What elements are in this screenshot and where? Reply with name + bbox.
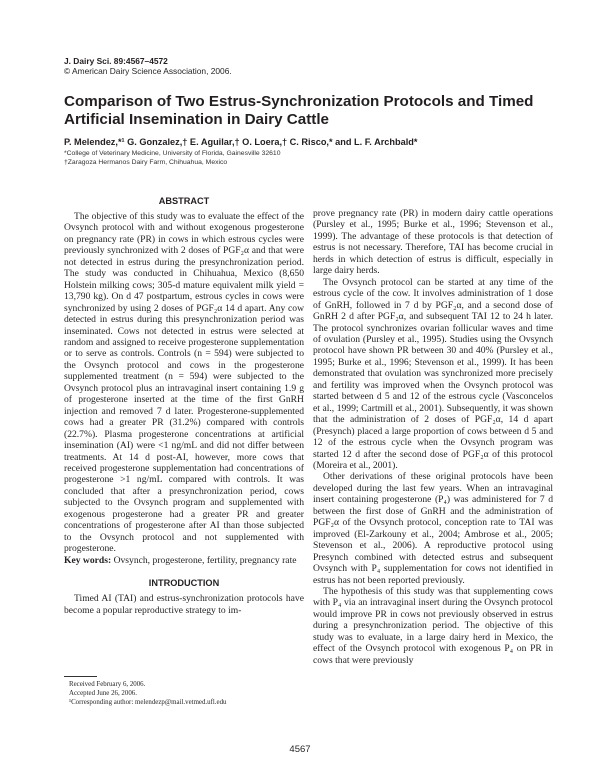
abstract-heading: ABSTRACT	[158, 196, 210, 206]
intro-paragraph: Other derivations of these original protocols have been developed during the last few years. When an intravaginal insert containing progesterone (P₄) was administered for 7 d between the first dose of GnRH and the administration of PGF₂α of the Ovsynch protocol, conception rate to TAI was improved (El-Zarkouny et al., 2004; Ambrose et al., 2005; Stevenson et al., 2006). A reproductive protocol using Presynch combined with detected estrus and subsequent Ovsynch with P₄ supplementation for cows not identified in estrus has not been reported previously.	[313, 471, 553, 586]
intro-paragraph: prove pregnancy rate (PR) in modern dairy cattle operations (Pursley et al., 1995; Burke et al., 1996; Stevenson et al., 1999). The advantage of these protocols is that detection of estrus is not necessary. Therefore, TAI has become crucial in herds in which detection of estrus is difficult, especially in large dairy herds.	[313, 208, 553, 277]
intro-paragraph: The hypothesis of this study was that supplementing cows with P₄ via an intravaginal insert during the Ovsynch protocol would improve PR in cows not previously observed in estrus during a presynchronization period. The objective of this study was to evaluate, in a large dairy herd in Mexico, the effect of the Ovsynch protocol with exogenous P₄ on PR in cows that were previously	[313, 585, 553, 666]
left-column	[64, 196, 304, 616]
corresponding-author: ¹Corresponding author: melendezp@mail.vetmed.ufl.edu	[69, 699, 227, 707]
page-number: 4567	[289, 744, 311, 755]
affiliation-2: †Zaragoza Hermanos Dairy Farm, Chihuahua, Mexico	[64, 159, 228, 166]
paper-title: Comparison of Two Estrus-Synchronization Protocols and Timed Artificial Insemination in Dairy Cattle	[64, 93, 534, 128]
copyright: © American Dairy Science Association, 2006.	[64, 66, 232, 76]
received-date: Received February 6, 2006.	[69, 681, 146, 688]
introduction-heading: INTRODUCTION	[148, 578, 220, 589]
abstract-text: The objective of this study was to evaluate the effect of the Ovsynch protocol with and without exogenous progesterone on pregnancy rate (PR) in cows in which estrous cycles were previously synchronized with 2 doses of PGF₂α and that were not detected in estrus during the presynchronization period. The study was conducted in Chihuahua, Mexico (8,650 Holstein milking cows; 305-d mature equivalent milk yield = 13,790 kg). On d 47 postpartum, estrous cycles in cows were synchronized by using 2 doses of PGF₂α 14 d apart. Any cow detected in estrus during this presynchronization period was inseminated. Cows not detected in estrus were selected at random and assigned to receive progesterone supplementation or to serve as controls. Controls (n = 594) were subjected to the Ovsynch protocol and cows in the progesterone supplemented treatment (n = 594) were subjected to the Ovsynch protocol plus an intravaginal insert containing 1.9 g of progesterone inserted at the time of the first GnRH injection and removed 7 d later. Progesterone-supplemented cows had a greater PR (31.2%) compared with controls (22.7%). Plasma progesterone concentrations at artificial insemination (AI) were <1 ng/mL and did not differ between treatments. At 14 d post-AI, however, more cows that received progesterone supplementation had concentrations of progesterone >1 ng/mL compared with controls. It was concluded that after a presynchronization period, cows subjected to the Ovsynch program and supplemented with exogenous progesterone had a greater PR and greater concentrations of progesterone after AI than those subjected to the Ovsynch protocol and not supplemented with progesterone.	[64, 211, 304, 555]
introduction-text-start: Timed AI (TAI) and estrus-synchronization protocols have become a popular reproductive strategy to im-	[64, 593, 304, 616]
accepted-date: Accepted June 26, 2006.	[69, 690, 137, 698]
keywords	[64, 555, 304, 566]
right-column	[313, 208, 553, 666]
footnotes	[64, 680, 226, 708]
footnote-rule	[64, 676, 97, 677]
affiliation-1: *College of Veterinary Medicine, University of Florida, Gainesville 32610	[64, 150, 281, 157]
journal-header	[64, 56, 232, 76]
keywords-list: Ovsynch, progesterone, fertility, pregnancy rate	[111, 554, 297, 566]
keywords-label: Key words:	[64, 554, 112, 566]
authors: P. Melendez,*¹ G. Gonzalez,† E. Aguilar,† O. Loera,† C. Risco,* and L. F. Archbald*	[64, 137, 418, 147]
journal-citation: J. Dairy Sci. 89:4567–4572	[64, 56, 168, 66]
intro-paragraph: The Ovsynch protocol can be started at any time of the estrous cycle of the cow. It involves administration of 1 dose of GnRH, followed in 7 d by PGF₂α, and a second dose of GnRH 2 d after PGF₂α, and subsequent TAI 12 to 24 h later. The protocol synchronizes ovarian follicular waves and time of ovulation (Pursley et al., 1995). Studies using the Ovsynch protocol have shown PR between 30 and 40% (Pursley et al., 1995; Burke et al., 1996; Stevenson et al., 1999). It has been demonstrated that ovulation was synchronized more precisely and fertility was improved when the Ovsynch protocol was started between d 5 and 12 of the estrous cycle (Vasconcelos et al., 1999; Cartmill et al., 2001). Subsequently, it was shown that the administration of 2 doses of PGF₂α, 14 d apart (Presynch) placed a large proportion of cows between d 5 and 12 of the estrous cycle when the Ovsynch program was started 12 d after the second dose of PGF₂α of this protocol (Moreira et al., 2001).	[313, 276, 553, 471]
